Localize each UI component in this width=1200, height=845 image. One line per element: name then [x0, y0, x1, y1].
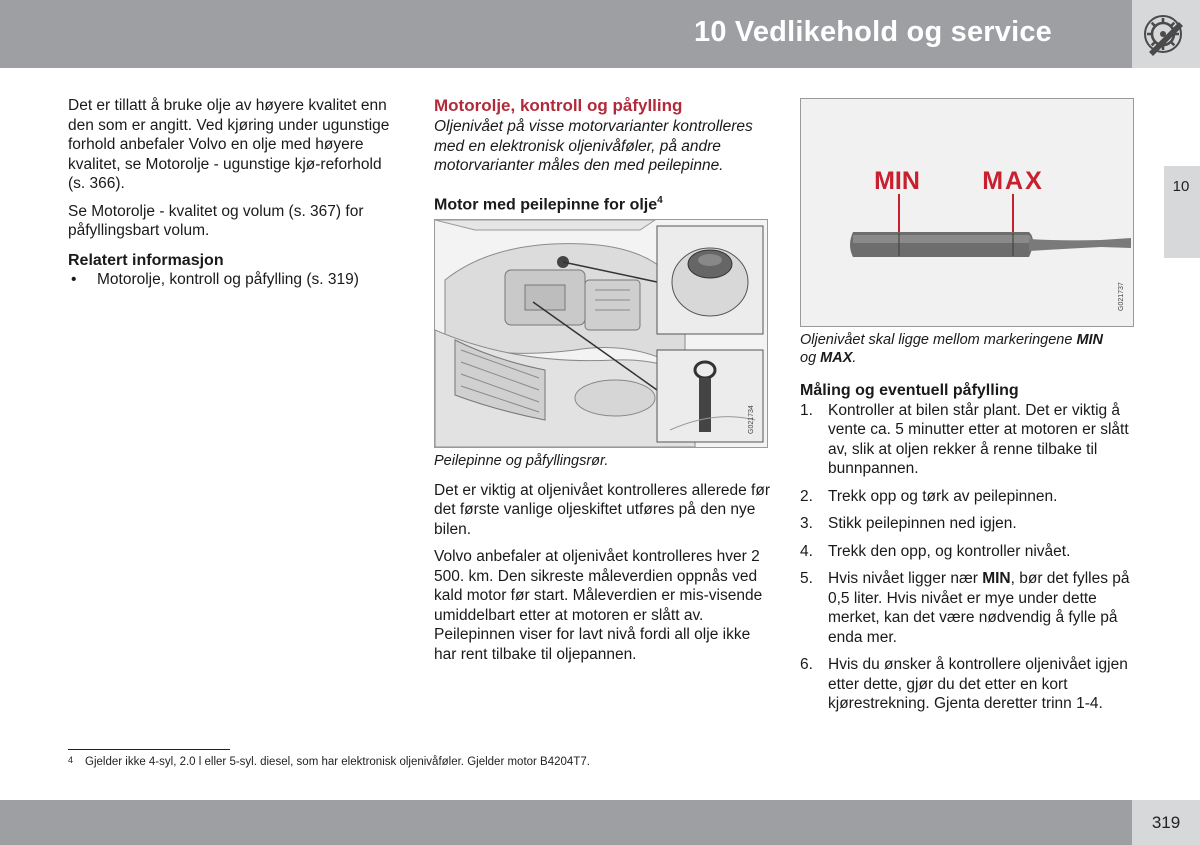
footnote-number: 4: [68, 755, 74, 765]
step-number: 2.: [800, 487, 813, 505]
step-text: Trekk den opp, og kontroller nivået.: [828, 542, 1071, 560]
bullet: •: [71, 271, 77, 288]
step-text: Kontroller at bilen står plant. Det er viktig å vente ca. 5 minutter etter at motoren er slått av, slik at oljen rekker å renne tilbake til bunnpannen.: [828, 401, 1129, 477]
min-label: MIN: [874, 167, 920, 195]
caption-text: og: [800, 349, 821, 366]
caption-text: Oljenivået skal ligge mellom markeringene: [800, 332, 1077, 348]
related-link[interactable]: Motorolje, kontroll og påfylling (s. 319): [97, 271, 359, 288]
page-number: 319: [1151, 813, 1181, 832]
step-item: [800, 401, 1134, 479]
caption-text: .: [852, 349, 857, 366]
column-middle: [434, 96, 770, 672]
figure-code: G021734: [748, 405, 755, 435]
footnote-ref[interactable]: 4: [657, 194, 663, 206]
caption-max: MAX: [820, 349, 853, 366]
step-number: 3.: [800, 515, 813, 532]
steps-list: [800, 401, 1134, 714]
step-text: Hvis du ønsker å kontrollere oljenivået igjen etter dette, gjør du det etter en kort kjørestrekning. Gjenta deretter trinn 1-4.: [828, 656, 1128, 712]
step-number: 5.: [800, 570, 813, 587]
footnote-divider: [68, 749, 230, 750]
header-bar: [0, 0, 1132, 68]
footnote-text: Gjelder ikke 4-syl, 2.0 l eller 5-syl. diesel, som har elektronisk oljenivåføler. Gjelder motor B4204T7.: [85, 756, 590, 768]
step-item: [800, 514, 1134, 534]
step-item: [800, 542, 1134, 562]
wrench-gear-icon: [1141, 12, 1191, 58]
related-heading: Relatert informasjon: [68, 251, 224, 269]
step-text: [828, 569, 1134, 647]
chapter-icon-box: [1132, 0, 1200, 68]
dipstick-illustration: [801, 99, 1133, 326]
paragraph: Se Motorolje - kvalitet og volum (s. 367) for påfyllingsbart volum.: [68, 202, 364, 239]
section-intro: Oljenivået på visse motorvarianter kontrolleres med en elektronisk oljenivåføler, på andre motorvarianter måles den med peilepinne.: [434, 118, 753, 174]
step-number: 1.: [800, 401, 813, 419]
step-text-bold: MIN: [982, 570, 1011, 587]
related-list-item[interactable]: [68, 270, 403, 290]
chapter-side-tab[interactable]: [1164, 166, 1200, 258]
paragraph: Det er tillatt å bruke olje av høyere kvalitet enn den som er angitt. Ved kjøring under ugunstige forhold anbefaler Volvo en olje med høyere kvalitet, se Motorolje - ugunstige kjø-reforhold (s. 366).: [68, 97, 390, 192]
paragraph: Det er viktig at oljenivået kontrolleres allerede før det første vanlige oljeskiftet utføres på den nye bilen.: [434, 481, 770, 538]
figure-caption: Peilepinne og påfyllingsrør.: [434, 453, 609, 470]
column-left: [68, 96, 403, 290]
paragraph: Volvo anbefaler at oljenivået kontrolleres hver 2 500. km. Den sikreste måleverdien oppnås ved kald motor før start. Måleverdien er mis-visende umiddelbart etter at motoren er slått av. Peilepinnen viser for lavt nivå fordi all olje ikke har rent tilbake til oljepannen.: [434, 548, 763, 663]
figure-code: G021737: [1118, 282, 1125, 311]
footer-bar: [0, 800, 1132, 845]
step-text-part: Hvis nivået ligger nær: [828, 570, 983, 587]
engine-bay-figure: [434, 219, 768, 448]
max-label: MAX: [982, 167, 1044, 195]
steps-heading: Måling og eventuell påfylling: [800, 382, 1019, 399]
figure-caption: [800, 332, 1134, 367]
engine-bay-illustration: [435, 220, 767, 447]
footnote: [68, 755, 590, 768]
column-right: [800, 98, 1134, 722]
step-item: [800, 487, 1134, 507]
step-item: [800, 569, 1134, 647]
step-item: [800, 655, 1134, 714]
subsection-heading: [434, 191, 770, 215]
step-number: 6.: [800, 656, 813, 673]
caption-min: MIN: [1076, 332, 1104, 348]
step-number: 4.: [800, 542, 813, 560]
step-text-part: , bør det fylles på 0,5 liter. Hvis nivået er mye under dette merket, kan det være nødvendig å fylle på enda mer.: [828, 570, 1130, 646]
page-number-box: [1132, 800, 1200, 845]
chapter-title: 10 Vedlikehold og service: [694, 16, 1052, 48]
chapter-side-tab-label: 10: [1172, 178, 1190, 195]
subsection-heading-text: Motor med peilepinne for olje: [434, 195, 658, 213]
section-title: Motorolje, kontroll og påfylling: [434, 96, 683, 115]
dipstick-figure: [800, 98, 1134, 327]
step-text: Stikk peilepinnen ned igjen.: [828, 515, 1017, 532]
step-text: Trekk opp og tørk av peilepinnen.: [828, 487, 1058, 505]
